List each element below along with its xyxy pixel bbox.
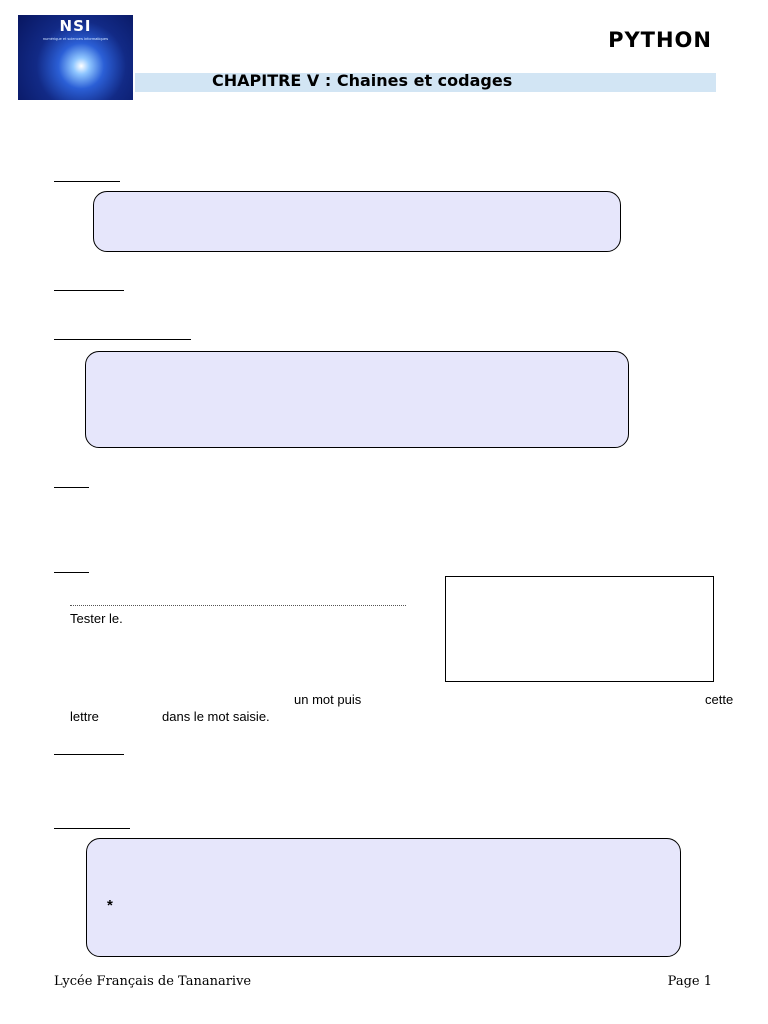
definition-box: [93, 191, 621, 252]
page-number: Page 1: [667, 974, 712, 989]
prompt-text: dans le mot saisie.: [162, 709, 270, 724]
code-output-box: [445, 576, 714, 682]
section-heading-underline: [54, 487, 89, 488]
exercise-text: Tester le.: [70, 611, 123, 626]
logo-subtitle: numérique et sciences informatiques: [42, 36, 109, 41]
nsi-logo: [18, 15, 133, 100]
section-heading-underline: [54, 828, 130, 829]
definition-box: [86, 838, 681, 957]
footer-school: Lycée Français de Tananarive: [54, 974, 252, 989]
section-heading-underline: [54, 339, 191, 340]
definition-box: [85, 351, 629, 448]
section-heading-underline: [54, 290, 124, 291]
section-heading-underline: [54, 181, 120, 182]
prompt-text: cette: [705, 692, 734, 707]
prompt-text: lettre: [70, 709, 99, 724]
answer-dotted-line: [70, 605, 406, 606]
bullet-marker: *: [107, 897, 113, 914]
section-heading-underline: [54, 754, 124, 755]
section-heading-underline: [54, 572, 89, 573]
subject-label: PYTHON: [608, 28, 712, 52]
prompt-text: un mot puis: [294, 692, 362, 707]
chapter-title: CHAPITRE V : Chaines et codages: [212, 71, 513, 90]
logo-title: NSI: [59, 17, 92, 35]
